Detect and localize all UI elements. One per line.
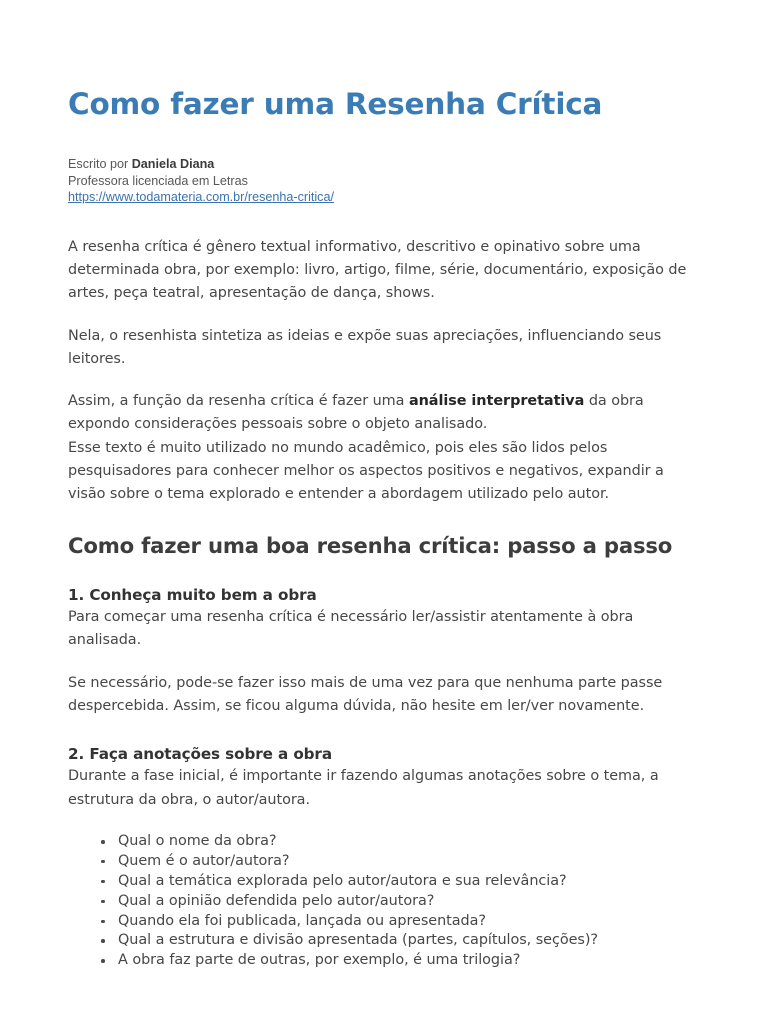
source-url-link[interactable]: https://www.todamateria.com.br/resenha-critica/ (68, 190, 334, 205)
list-item: Qual o nome da obra? (68, 832, 694, 852)
list-item: Quando ela foi publicada, lançada ou apresentada? (68, 912, 694, 932)
section-heading: Como fazer uma boa resenha crítica: passo a passo (68, 532, 673, 558)
byline-author-name: Daniela Diana (131, 156, 215, 171)
intro-paragraph-4: Esse texto é muito utilizado no mundo acadêmico, pois eles são lidos pelos pesquisadores para conhecer melhor os aspectos positivos e negativos, expandir a visão sobre o tema explorado e entender a abordagem utilizado pelo autor. (68, 439, 664, 503)
list-item: Qual a opinião defendida pelo autor/autora? (68, 892, 694, 912)
step-1-paragraph-1: Para começar uma resenha crítica é necessário ler/assistir atentamente à obra analisada. (68, 609, 634, 649)
step-2-heading: 2. Faça anotações sobre a obra (68, 745, 332, 764)
intro-paragraph-1: A resenha crítica é gênero textual informativo, descritivo e opinativo sobre uma determinada obra, por exemplo: livro, artigo, filme, série, documentário, exposição de artes, peça teatral, apresentação de dança, shows. (68, 238, 687, 302)
byline-author-prefix: Escrito por (68, 156, 132, 171)
question-list (68, 812, 694, 971)
intro-paragraph-3-pre: Assim, a função da resenha crítica é fazer uma (68, 393, 409, 410)
intro-paragraph-3-post: da obra expondo considerações pessoais sobre o objeto analisado. (68, 393, 644, 433)
list-item: Qual a temática explorada pelo autor/autora e sua relevância? (68, 872, 694, 892)
step-1-paragraph-2: Se necessário, pode-se fazer isso mais de uma vez para que nenhuma parte passe despercebida. Assim, se ficou alguma dúvida, não hesite em ler/ver novamente. (68, 674, 663, 715)
byline-author-line (68, 156, 694, 173)
intro-paragraph-2: Nela, o resenhista sintetiza as ideias e expõe suas apreciações, influenciando seus leitores. (68, 327, 662, 367)
list-item: Qual a estrutura e divisão apresentada (partes, capítulos, seções)? (68, 931, 694, 951)
page-title: Como fazer uma Resenha Crítica (68, 87, 603, 121)
intro-paragraph-3 (68, 390, 694, 437)
list-item: Quem é o autor/autora? (68, 852, 694, 872)
document-content-column (68, 0, 694, 971)
intro-paragraph-3-emphasis: análise interpretativa (408, 393, 585, 410)
byline (68, 156, 694, 206)
byline-source-line (68, 189, 694, 206)
list-item: A obra faz parte de outras, por exemplo, é uma trilogia? (68, 951, 694, 971)
byline-author-role: Professora licenciada em Letras (68, 173, 248, 188)
step-1-heading: 1. Conheça muito bem a obra (68, 586, 317, 605)
step-2-paragraph-1: Durante a fase inicial, é importante ir fazendo algumas anotações sobre o tema, a estrutura da obra, o autor/autora. (68, 768, 659, 808)
